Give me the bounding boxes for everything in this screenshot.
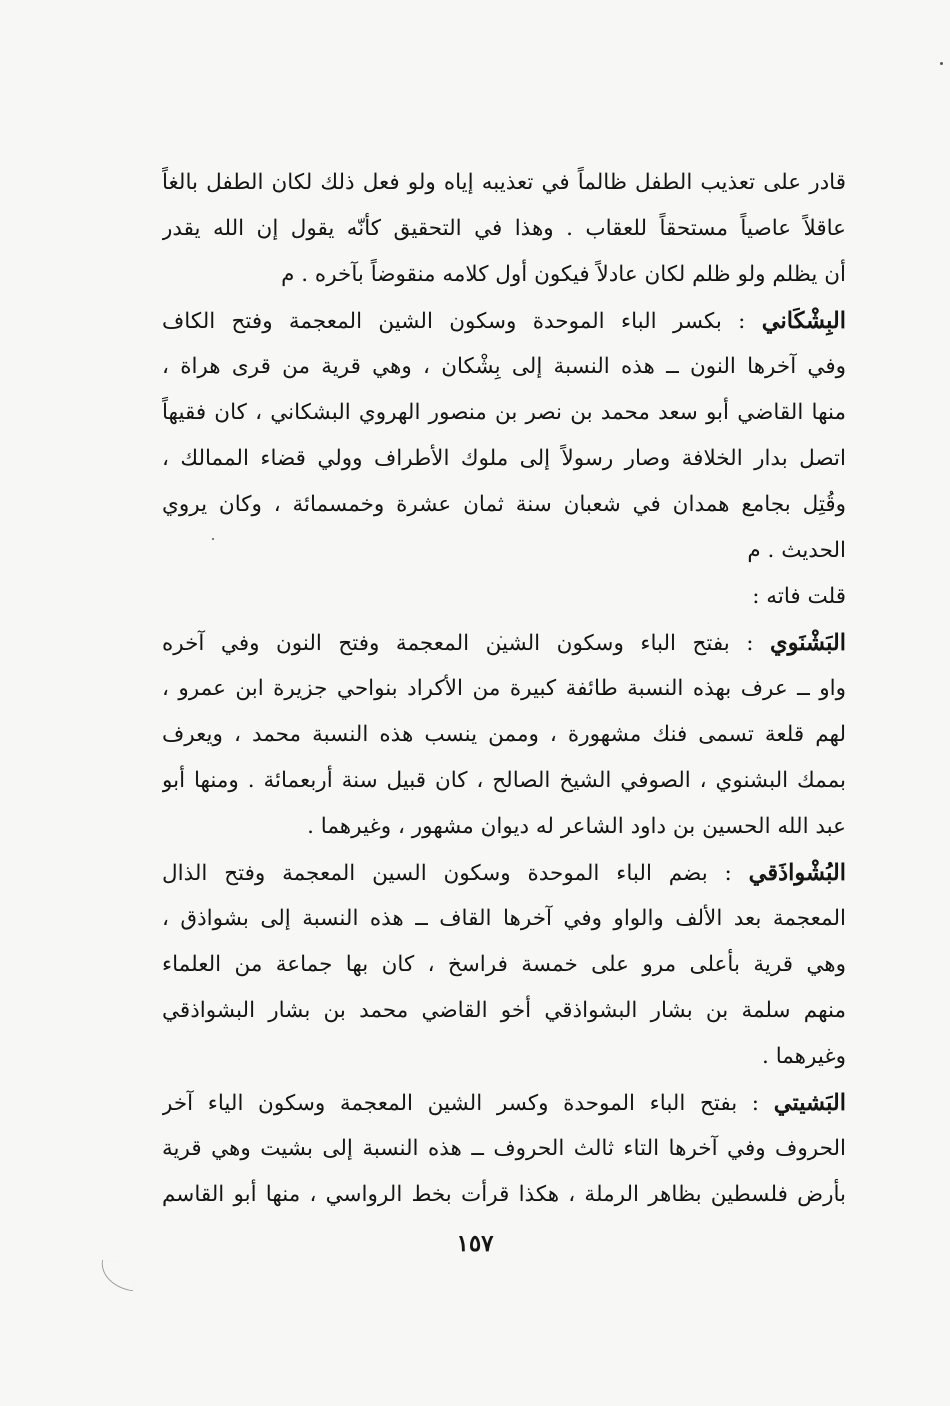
entry-heading: البَشْنَوي bbox=[770, 630, 846, 656]
text-line bbox=[162, 804, 846, 850]
line-text: عاقلاً عاصياً مستحقاً للعقاب . وهذا في التحقيق كأنّه يقول إن الله يقدر bbox=[162, 216, 846, 241]
text-line bbox=[162, 482, 846, 528]
text-line bbox=[162, 160, 846, 206]
line-text: لهم قلعة تسمى فنك مشهورة ، وممن ينسب هذه النسبة محمد ، ويعرف bbox=[162, 722, 846, 747]
text-line bbox=[162, 758, 846, 804]
text-line bbox=[162, 988, 846, 1034]
line-text: أن يظلم ولو ظلم لكان عادلاً فيكون أول كلامه منقوضاً بآخره . م bbox=[281, 262, 846, 287]
line-text: واو ــ عرف بهذه النسبة طائفة كبيرة من الأكراد بنواحي جزيرة ابن عمرو ، bbox=[162, 676, 846, 701]
line-text: بأرض فلسطين بظاهر الرملة ، هكذا قرأت بخط الرواسي ، منها أبو القاسم bbox=[162, 1182, 846, 1207]
text-line bbox=[162, 1126, 846, 1172]
text-line bbox=[162, 574, 846, 620]
text-line bbox=[162, 896, 846, 942]
line-text: : بفتح الباء وسكون الشين المعجمة وفتح النون وفي آخره bbox=[162, 631, 770, 656]
text-line bbox=[162, 390, 846, 436]
scan-stroke bbox=[98, 1260, 136, 1292]
text-line bbox=[162, 1034, 846, 1080]
text-line bbox=[162, 436, 846, 482]
line-text: بممك البشنوي ، الصوفي الشيخ الصالح ، كان قبيل سنة أربعمائة . ومنها أبو bbox=[162, 768, 846, 793]
line-text: الحروف وفي آخرها التاء ثالث الحروف ــ هذه النسبة إلى بشيت وهي قرية bbox=[162, 1136, 846, 1161]
line-text: : بضم الباء الموحدة وسكون السين المعجمة وفتح الذال bbox=[162, 861, 749, 886]
line-text: : بكسر الباء الموحدة وسكون الشين المعجمة وفتح الكاف bbox=[162, 309, 762, 334]
line-text: قادر على تعذيب الطفل ظالماً في تعذيبه إياه ولو فعل ذلك لكان الطفل بالغاً bbox=[162, 170, 846, 195]
entry-heading: البِشْكَاني bbox=[761, 308, 846, 334]
ink-speck bbox=[940, 62, 943, 65]
body-text bbox=[162, 160, 846, 1218]
line-text: عبد الله الحسين بن داود الشاعر له ديوان مشهور ، وغيرهما . bbox=[307, 814, 846, 839]
entry-heading: البُشْواذَقي bbox=[748, 860, 846, 886]
page-number: ١٥٧ bbox=[456, 1230, 494, 1257]
text-line bbox=[162, 850, 846, 896]
line-text: اتصل بدار الخلافة وصار رسولاً إلى ملوك الأطراف وولي قضاء الممالك ، bbox=[162, 446, 846, 471]
line-text: : بفتح الباء الموحدة وكسر الشين المعجمة وسكون الياء آخر bbox=[162, 1091, 774, 1116]
line-text: وهي قرية بأعلى مرو على خمسة فراسخ ، كان بها جماعة من العلماء bbox=[162, 952, 846, 977]
text-line bbox=[162, 712, 846, 758]
text-line bbox=[162, 666, 846, 712]
line-text: المعجمة بعد الألف والواو وفي آخرها القاف ــ هذه النسبة إلى بشواذق ، bbox=[162, 906, 846, 931]
text-line bbox=[162, 620, 846, 666]
text-line bbox=[162, 528, 846, 574]
entry-heading: البَشيتي bbox=[773, 1090, 846, 1116]
line-text: منهم سلمة بن بشار البشواذقي أخو القاضي محمد بن بشار البشواذقي bbox=[162, 998, 846, 1023]
text-line bbox=[162, 252, 846, 298]
line-text: وقُتِل بجامع همدان في شعبان سنة ثمان عشرة وخمسمائة ، وكان يروي bbox=[162, 492, 846, 517]
text-line bbox=[162, 298, 846, 344]
line-text: وفي آخرها النون ــ هذه النسبة إلى بِشْكان ، وهي قرية من قرى هراة ، bbox=[162, 354, 846, 379]
line-text: الحديث . م bbox=[747, 538, 846, 563]
text-line bbox=[162, 206, 846, 252]
text-line bbox=[162, 1080, 846, 1126]
line-text: منها القاضي أبو سعد محمد بن نصر بن منصور الهروي البشكاني ، كان فقيهاً bbox=[162, 400, 846, 425]
text-line bbox=[162, 344, 846, 390]
text-line bbox=[162, 1172, 846, 1218]
line-text: قلت فاته : bbox=[752, 584, 846, 609]
line-text: وغيرهما . bbox=[762, 1044, 846, 1069]
text-line bbox=[162, 942, 846, 988]
